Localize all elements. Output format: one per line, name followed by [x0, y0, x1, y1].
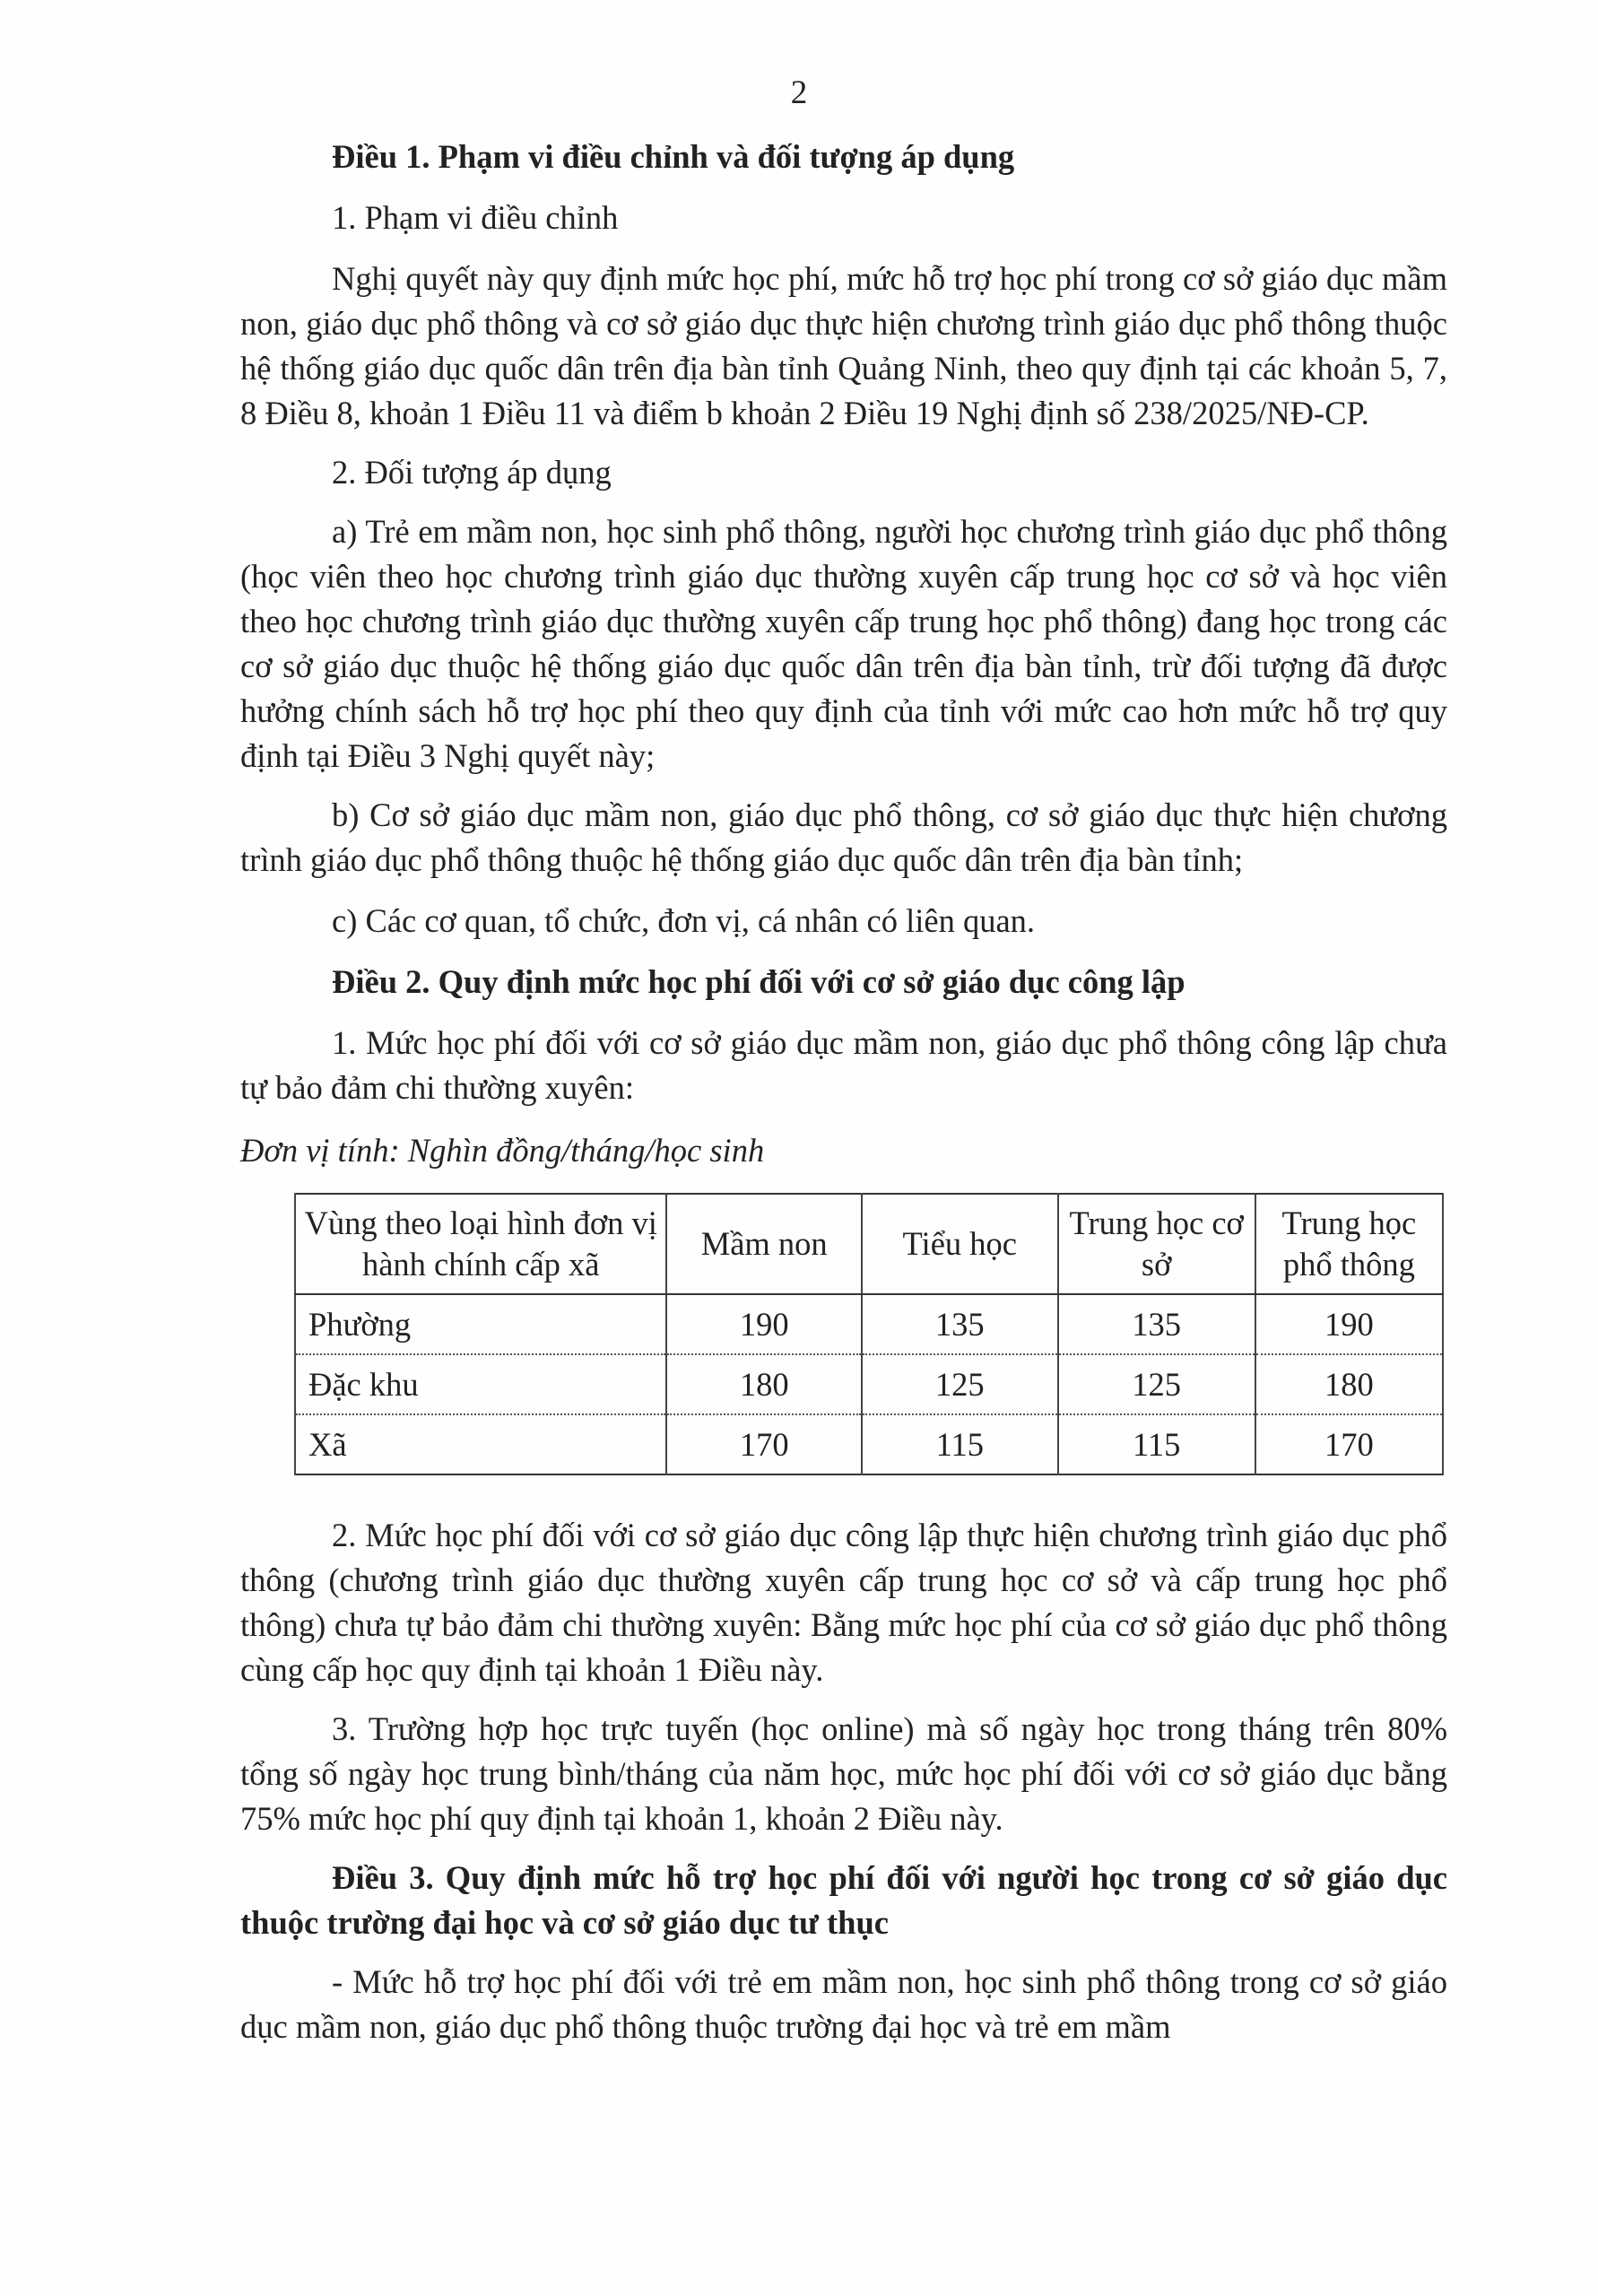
cell-value: 180: [666, 1354, 862, 1414]
row-region: Phường: [295, 1294, 666, 1354]
article-2-clause-2: 2. Mức học phí đối với cơ sở giáo dục công lập thực hiện chương trình giáo dục phổ thông (chương trình giáo dục thường xuyên cấp trung học cơ sở và cấp trung học phổ thông) chưa tự bảo đảm chi thường xuyên: Bằng mức học phí của cơ sở giáo dục phổ thông cùng cấp học quy định tại khoản 1 Điều này.: [240, 1517, 1447, 1688]
unit-note: Đơn vị tính: Nghìn đồng/tháng/học sinh: [240, 1132, 765, 1169]
cell-value: 180: [1255, 1354, 1443, 1414]
table-header-row: [295, 1194, 1443, 1294]
row-region: Xã: [295, 1414, 666, 1474]
cell-value: 115: [1058, 1414, 1255, 1474]
article-2-clause-1: 1. Mức học phí đối với cơ sở giáo dục mầm non, giáo dục phổ thông công lập chưa tự bảo đảm chi thường xuyên:: [240, 1024, 1447, 1106]
article-3-heading: Điều 3. Quy định mức hỗ trợ học phí đối với người học trong cơ sở giáo dục thuộc trường đại học và cơ sở giáo dục tư thục: [240, 1859, 1447, 1941]
article-2-heading: Điều 2. Quy định mức học phí đối với cơ sở giáo dục công lập: [332, 963, 1185, 1000]
article-3-text: - Mức hỗ trợ học phí đối với trẻ em mầm non, học sinh phổ thông trong cơ sở giáo dục mầm non, giáo dục phổ thông thuộc trường đại học và trẻ em mầm: [240, 1963, 1447, 2045]
cell-value: 170: [1255, 1414, 1443, 1474]
header-trung-hoc-pho-thong: Trung học phổ thông: [1255, 1194, 1443, 1294]
article-2-clause-3: 3. Trường hợp học trực tuyến (học online) mà số ngày học trong tháng trên 80% tổng số ngày học trung bình/tháng của năm học, mức học phí đối với cơ sở giáo dục bằng 75% mức học phí quy định tại khoản 1, khoản 2 Điều này.: [240, 1710, 1447, 1837]
row-region: Đặc khu: [295, 1354, 666, 1414]
cell-value: 135: [1058, 1294, 1255, 1354]
document-body: [240, 135, 1447, 2049]
article-1-clause-2-title: 2. Đối tượng áp dụng: [332, 454, 612, 491]
cell-value: 190: [666, 1294, 862, 1354]
cell-value: 125: [862, 1354, 1058, 1414]
article-1-heading: Điều 1. Phạm vi điều chỉnh và đối tượng áp dụng: [332, 138, 1015, 175]
header-tieu-hoc: Tiểu học: [862, 1194, 1058, 1294]
article-1-clause-1-text: Nghị quyết này quy định mức học phí, mức hỗ trợ học phí trong cơ sở giáo dục mầm non, giáo dục phổ thông và cơ sở giáo dục thực hiện chương trình giáo dục phổ thông thuộc hệ thống giáo dục quốc dân trên địa bàn tỉnh Quảng Ninh, theo quy định tại các khoản 5, 7, 8 Điều 8, khoản 1 Điều 11 và điểm b khoản 2 Điều 19 Nghị định số 238/2025/NĐ-CP.: [240, 260, 1447, 431]
cell-value: 190: [1255, 1294, 1443, 1354]
cell-value: 135: [862, 1294, 1058, 1354]
tuition-fee-table: [294, 1193, 1444, 1475]
page-number: 2: [790, 74, 808, 111]
article-1-point-a: a) Trẻ em mầm non, học sinh phổ thông, người học chương trình giáo dục phổ thông (học viên theo học chương trình giáo dục thường xuyên cấp trung học cơ sở và học viên theo học chương trình giáo dục thường xuyên cấp trung học phổ thông) đang học trong các cơ sở giáo dục thuộc hệ thống giáo dục quốc dân trên địa bàn tỉnh, trừ đối tượng đã được hưởng chính sách hỗ trợ học phí theo quy định của tỉnh với mức cao hơn mức hỗ trợ quy định tại Điều 3 Nghị quyết này;: [240, 513, 1447, 774]
table-row: [295, 1414, 1443, 1474]
table-row: [295, 1294, 1443, 1354]
article-1-clause-1-title: 1. Phạm vi điều chỉnh: [332, 199, 619, 236]
header-mam-non: Mầm non: [666, 1194, 862, 1294]
cell-value: 115: [862, 1414, 1058, 1474]
article-1-point-b: b) Cơ sở giáo dục mầm non, giáo dục phổ thông, cơ sở giáo dục thực hiện chương trình giáo dục phổ thông thuộc hệ thống giáo dục quốc dân trên địa bàn tỉnh;: [240, 796, 1447, 878]
table-row: [295, 1354, 1443, 1414]
header-region: Vùng theo loại hình đơn vị hành chính cấp xã: [295, 1194, 666, 1294]
header-trung-hoc-co-so: Trung học cơ sở: [1058, 1194, 1255, 1294]
cell-value: 170: [666, 1414, 862, 1474]
cell-value: 125: [1058, 1354, 1255, 1414]
article-1-point-c: c) Các cơ quan, tổ chức, đơn vị, cá nhân có liên quan.: [332, 902, 1036, 939]
